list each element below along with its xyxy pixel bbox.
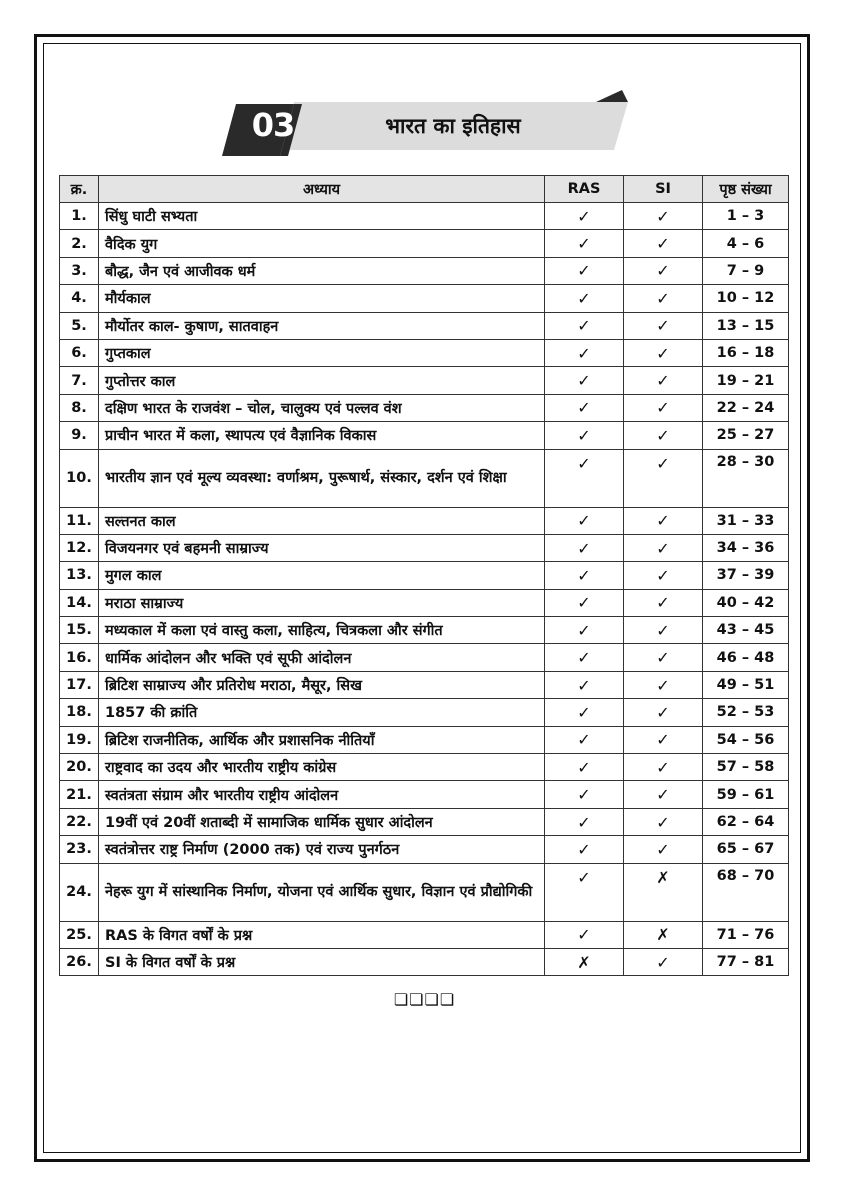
row-pages: 1 – 3 [703,203,789,230]
row-ras-mark: ✓ [545,589,624,616]
row-pages: 43 – 45 [703,617,789,644]
row-chapter: नेहरू युग में सांस्थानिक निर्माण, योजना एवं आर्थिक सुधार, विज्ञान एवं प्रौद्योगिकी [99,863,545,921]
row-chapter: भारतीय ज्ञान एवं मूल्य व्यवस्था: वर्णाश्रम, पुरूषार्थ, संस्कार, दर्शन एवं शिक्षा [99,449,545,507]
row-ras-mark: ✓ [545,394,624,421]
row-ras-mark: ✓ [545,534,624,561]
row-ras-mark: ✓ [545,422,624,449]
row-pages: 77 – 81 [703,948,789,975]
row-number: 24. [60,863,99,921]
row-pages: 10 – 12 [703,285,789,312]
row-number: 23. [60,836,99,863]
row-pages: 57 – 58 [703,754,789,781]
row-pages: 13 – 15 [703,312,789,339]
row-pages: 68 – 70 [703,863,789,921]
row-chapter: ब्रिटिश राजनीतिक, आर्थिक और प्रशासनिक नीतियाँ [99,726,545,753]
row-number: 2. [60,230,99,257]
row-number: 7. [60,367,99,394]
row-number: 22. [60,808,99,835]
row-ras-mark: ✓ [545,312,624,339]
row-si-mark: ✓ [624,781,703,808]
table-row [60,671,789,698]
row-chapter: मौर्योतर काल- कुषाण, सातवाहन [99,312,545,339]
row-number: 25. [60,921,99,948]
row-si-mark: ✓ [624,257,703,284]
row-si-mark: ✓ [624,617,703,644]
row-pages: 37 – 39 [703,562,789,589]
table-row [60,699,789,726]
row-pages: 52 – 53 [703,699,789,726]
row-number: 14. [60,589,99,616]
row-si-mark: ✓ [624,836,703,863]
row-pages: 34 – 36 [703,534,789,561]
row-chapter: राष्ट्रवाद का उदय और भारतीय राष्ट्रीय कांग्रेस [99,754,545,781]
row-pages: 25 – 27 [703,422,789,449]
row-number: 8. [60,394,99,421]
row-ras-mark: ✓ [545,836,624,863]
row-number: 3. [60,257,99,284]
row-number: 1. [60,203,99,230]
row-pages: 28 – 30 [703,449,789,507]
row-chapter: सिंधु घाटी सभ्यता [99,203,545,230]
row-ras-mark: ✓ [545,808,624,835]
row-number: 12. [60,534,99,561]
col-header-chapter: अध्याय [99,176,545,203]
col-header-si: SI [624,176,703,203]
row-chapter: 19वीं एवं 20वीं शताब्दी में सामाजिक धार्मिक सुधार आंदोलन [99,808,545,835]
contents-table [59,175,789,976]
row-pages: 71 – 76 [703,921,789,948]
chapter-banner [218,88,628,158]
row-ras-mark: ✓ [545,230,624,257]
row-ras-mark: ✓ [545,781,624,808]
row-chapter: सल्तनत काल [99,507,545,534]
row-chapter: मध्यकाल में कला एवं वास्तु कला, साहित्य, चित्रकला और संगीत [99,617,545,644]
row-si-mark: ✓ [624,589,703,616]
row-chapter: वैदिक युग [99,230,545,257]
row-ras-mark: ✓ [545,367,624,394]
row-chapter: धार्मिक आंदोलन और भक्ति एवं सूफी आंदोलन [99,644,545,671]
row-chapter: ब्रिटिश साम्राज्य और प्रतिरोध मराठा, मैसूर, सिख [99,671,545,698]
table-row [60,312,789,339]
table-row [60,230,789,257]
row-si-mark: ✗ [624,921,703,948]
end-marks: ❏❏❏❏ [393,990,456,1009]
table-row [60,921,789,948]
col-header-num: क्र. [60,176,99,203]
row-number: 21. [60,781,99,808]
table-header-row [60,176,789,203]
table-row [60,863,789,921]
row-number: 17. [60,671,99,698]
row-chapter: बौद्ध, जैन एवं आजीवक धर्म [99,257,545,284]
row-number: 6. [60,339,99,366]
table-row [60,257,789,284]
row-ras-mark: ✓ [545,257,624,284]
row-si-mark: ✓ [624,394,703,421]
chapter-title: भारत का इतिहास [385,114,521,138]
row-pages: 65 – 67 [703,836,789,863]
table-row [60,449,789,507]
row-ras-mark: ✓ [545,203,624,230]
row-number: 10. [60,449,99,507]
row-pages: 7 – 9 [703,257,789,284]
table-row [60,781,789,808]
row-si-mark: ✓ [624,671,703,698]
row-si-mark: ✓ [624,534,703,561]
row-chapter: दक्षिण भारत के राजवंश – चोल, चालुक्य एवं पल्लव वंश [99,394,545,421]
row-number: 20. [60,754,99,781]
row-number: 5. [60,312,99,339]
row-chapter: स्वतंत्रोत्तर राष्ट्र निर्माण (2000 तक) एवं राज्य पुनर्गठन [99,836,545,863]
row-si-mark: ✓ [624,808,703,835]
row-pages: 16 – 18 [703,339,789,366]
table-row [60,589,789,616]
table-row [60,339,789,366]
row-ras-mark: ✓ [545,671,624,698]
row-si-mark: ✓ [624,948,703,975]
row-number: 15. [60,617,99,644]
row-si-mark: ✓ [624,422,703,449]
row-pages: 19 – 21 [703,367,789,394]
row-ras-mark: ✓ [545,726,624,753]
row-si-mark: ✓ [624,562,703,589]
table-row [60,367,789,394]
row-chapter: स्वतंत्रता संग्राम और भारतीय राष्ट्रीय आंदोलन [99,781,545,808]
table-row [60,203,789,230]
row-pages: 31 – 33 [703,507,789,534]
row-pages: 49 – 51 [703,671,789,698]
chapter-number: 03 [251,106,295,144]
row-si-mark: ✓ [624,507,703,534]
row-si-mark: ✓ [624,367,703,394]
row-number: 26. [60,948,99,975]
row-ras-mark: ✓ [545,507,624,534]
row-ras-mark: ✓ [545,921,624,948]
row-ras-mark: ✓ [545,863,624,921]
row-chapter: विजयनगर एवं बहमनी साम्राज्य [99,534,545,561]
row-chapter: मुगल काल [99,562,545,589]
row-si-mark: ✓ [624,754,703,781]
row-number: 11. [60,507,99,534]
table-row [60,948,789,975]
table-row [60,808,789,835]
table-row [60,617,789,644]
row-number: 18. [60,699,99,726]
col-header-pages: पृष्ठ संख्या [703,176,789,203]
row-chapter: 1857 की क्रांति [99,699,545,726]
table-row [60,534,789,561]
row-chapter: गुप्तोत्तर काल [99,367,545,394]
row-chapter: गुप्तकाल [99,339,545,366]
table-row [60,394,789,421]
col-header-ras: RAS [545,176,624,203]
row-si-mark: ✓ [624,644,703,671]
row-chapter: RAS के विगत वर्षों के प्रश्न [99,921,545,948]
row-pages: 62 – 64 [703,808,789,835]
row-si-mark: ✗ [624,863,703,921]
row-si-mark: ✓ [624,449,703,507]
row-ras-mark: ✓ [545,449,624,507]
row-ras-mark: ✓ [545,562,624,589]
row-pages: 59 – 61 [703,781,789,808]
table-row [60,285,789,312]
table-row [60,726,789,753]
row-number: 9. [60,422,99,449]
table-row [60,644,789,671]
table-row [60,507,789,534]
row-si-mark: ✓ [624,699,703,726]
row-ras-mark: ✓ [545,644,624,671]
row-pages: 54 – 56 [703,726,789,753]
table-row [60,836,789,863]
row-number: 19. [60,726,99,753]
row-number: 13. [60,562,99,589]
row-pages: 22 – 24 [703,394,789,421]
row-si-mark: ✓ [624,203,703,230]
row-si-mark: ✓ [624,230,703,257]
row-si-mark: ✓ [624,726,703,753]
table-body [60,203,789,976]
row-ras-mark: ✗ [545,948,624,975]
row-si-mark: ✓ [624,285,703,312]
row-ras-mark: ✓ [545,339,624,366]
row-ras-mark: ✓ [545,754,624,781]
row-ras-mark: ✓ [545,617,624,644]
row-chapter: मौर्यकाल [99,285,545,312]
table-row [60,562,789,589]
row-chapter: SI के विगत वर्षों के प्रश्न [99,948,545,975]
row-si-mark: ✓ [624,312,703,339]
row-pages: 40 – 42 [703,589,789,616]
row-si-mark: ✓ [624,339,703,366]
table-row [60,422,789,449]
table-row [60,754,789,781]
row-pages: 4 – 6 [703,230,789,257]
row-pages: 46 – 48 [703,644,789,671]
row-number: 16. [60,644,99,671]
row-ras-mark: ✓ [545,285,624,312]
row-ras-mark: ✓ [545,699,624,726]
row-chapter: मराठा साम्राज्य [99,589,545,616]
row-number: 4. [60,285,99,312]
row-chapter: प्राचीन भारत में कला, स्थापत्य एवं वैज्ञानिक विकास [99,422,545,449]
